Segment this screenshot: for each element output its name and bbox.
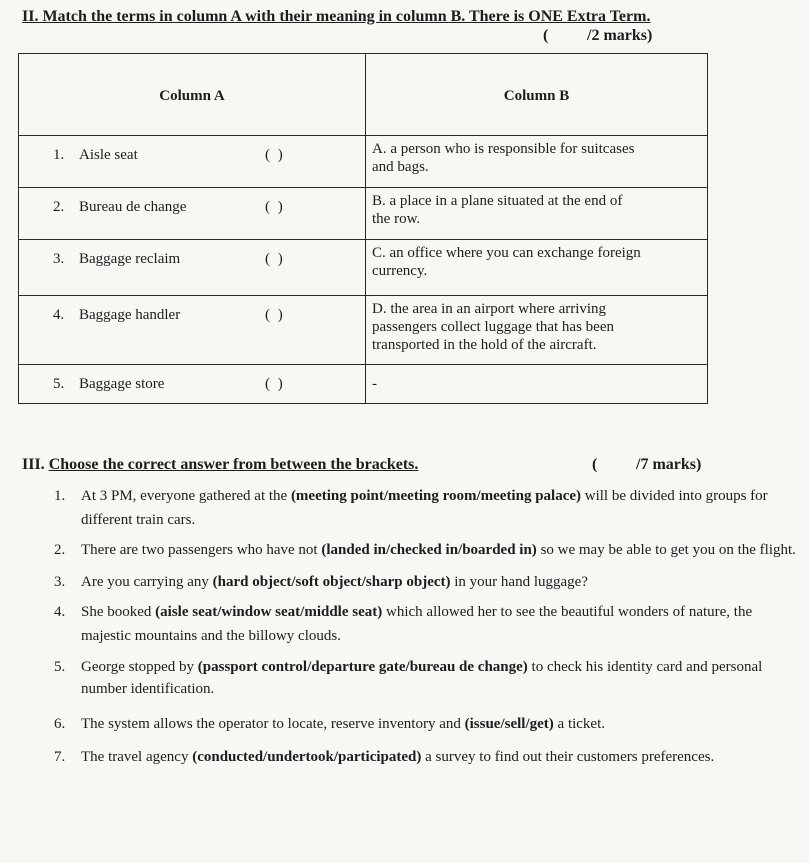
question-text: There are two passengers who have not xyxy=(81,542,322,558)
question-text: a survey to find out their customers preferences. xyxy=(421,749,715,765)
question-text: Are you carrying any xyxy=(81,574,213,590)
question-text: She booked xyxy=(81,604,156,620)
list-item xyxy=(54,570,804,594)
question-text: The system allows the operator to locate, reserve inventory and xyxy=(81,716,465,732)
question-text: in your hand luggage? xyxy=(450,574,588,590)
question-number: 5. xyxy=(54,659,66,675)
question-number: 4. xyxy=(54,604,66,620)
table-row xyxy=(19,296,708,365)
section-3-marks-open: ( xyxy=(592,456,598,473)
meaning-line: A. a person who is responsible for suitcases xyxy=(372,141,635,157)
meaning-line: C. an office where you can exchange foreign xyxy=(372,245,641,261)
meaning-line: and bags. xyxy=(372,159,429,175)
term-label: Aisle seat xyxy=(79,147,138,163)
question-number: 7. xyxy=(54,749,66,765)
meaning-line: the row. xyxy=(372,211,421,227)
section-2-marks: /2 marks) xyxy=(587,27,653,44)
column-a-header: Column A xyxy=(19,54,366,136)
question-text: The travel agency xyxy=(81,749,193,765)
question-number: 3. xyxy=(54,574,66,590)
list-item xyxy=(54,712,804,736)
section-3-marks: /7 marks) xyxy=(636,456,702,473)
answer-choices[interactable]: (meeting point/meeting room/meeting palace) xyxy=(290,488,582,504)
list-item xyxy=(54,746,804,768)
term-label: Baggage handler xyxy=(79,307,181,323)
question-text: At 3 PM, everyone gathered at the xyxy=(81,488,291,504)
question-text: will be divided into groups for different train cars. xyxy=(81,488,768,528)
question-number: 2. xyxy=(54,542,66,558)
table-row xyxy=(19,240,708,296)
answer-blank[interactable]: ( ) xyxy=(265,251,285,267)
meaning-line: B. a place in a plane situated at the end of xyxy=(372,193,623,209)
meaning-line: D. the area in an airport where arriving xyxy=(372,301,607,317)
term-label: Bureau de change xyxy=(79,199,187,215)
answer-choices[interactable]: (landed in/checked in/boarded in) xyxy=(321,542,537,558)
section-3-heading: Choose the correct answer from between the brackets. xyxy=(48,456,419,473)
answer-choices[interactable]: (conducted/undertook/participated) xyxy=(192,749,422,765)
answer-choices[interactable]: (aisle seat/window seat/middle seat) xyxy=(155,604,383,620)
question-text: which allowed her to see the beautiful wonders of nature, the majestic mountains and the billowy clouds. xyxy=(81,604,753,644)
answer-blank[interactable]: ( ) xyxy=(265,147,285,163)
meaning-line: - xyxy=(372,376,377,392)
question-number: 6. xyxy=(54,716,66,732)
question-list xyxy=(54,484,804,768)
term-number: 4. xyxy=(53,307,65,323)
list-item xyxy=(54,538,804,562)
answer-blank[interactable]: ( ) xyxy=(265,199,285,215)
term-label: Baggage store xyxy=(79,376,165,392)
column-b-header: Column B xyxy=(366,54,708,136)
table-row xyxy=(19,188,708,240)
term-number: 1. xyxy=(53,147,65,163)
list-item xyxy=(54,484,804,532)
question-text: George stopped by xyxy=(81,659,198,675)
term-number: 3. xyxy=(53,251,65,267)
section-3-prefix: III. xyxy=(22,456,45,473)
matching-table xyxy=(18,53,708,404)
question-number: 1. xyxy=(54,488,66,504)
section-2-title: II. Match the terms in column A with their meaning in column B. There is ONE Extra Term. xyxy=(22,8,651,25)
list-item xyxy=(54,656,804,700)
question-text: a ticket. xyxy=(553,716,606,732)
term-number: 2. xyxy=(53,199,65,215)
list-item xyxy=(54,600,804,648)
meaning-line: transported in the hold of the aircraft. xyxy=(372,337,597,353)
answer-choices[interactable]: (passport control/departure gate/bureau de change) xyxy=(197,659,528,675)
answer-choices[interactable]: (issue/sell/get) xyxy=(464,716,554,732)
term-label: Baggage reclaim xyxy=(79,251,181,267)
answer-blank[interactable]: ( ) xyxy=(265,307,285,323)
question-text: to check his identity card and personal number identification. xyxy=(81,659,763,697)
section-2-marks-open: ( xyxy=(543,27,549,44)
question-text: so we may be able to get you on the flight. xyxy=(536,542,796,558)
table-row xyxy=(19,136,708,188)
meaning-line: passengers collect luggage that has been xyxy=(372,319,614,335)
section-3-title xyxy=(22,456,418,474)
meaning-line: currency. xyxy=(372,263,428,279)
table-row xyxy=(19,365,708,404)
term-number: 5. xyxy=(53,376,65,392)
answer-choices[interactable]: (hard object/soft object/sharp object) xyxy=(212,574,451,590)
answer-blank[interactable]: ( ) xyxy=(265,376,285,392)
